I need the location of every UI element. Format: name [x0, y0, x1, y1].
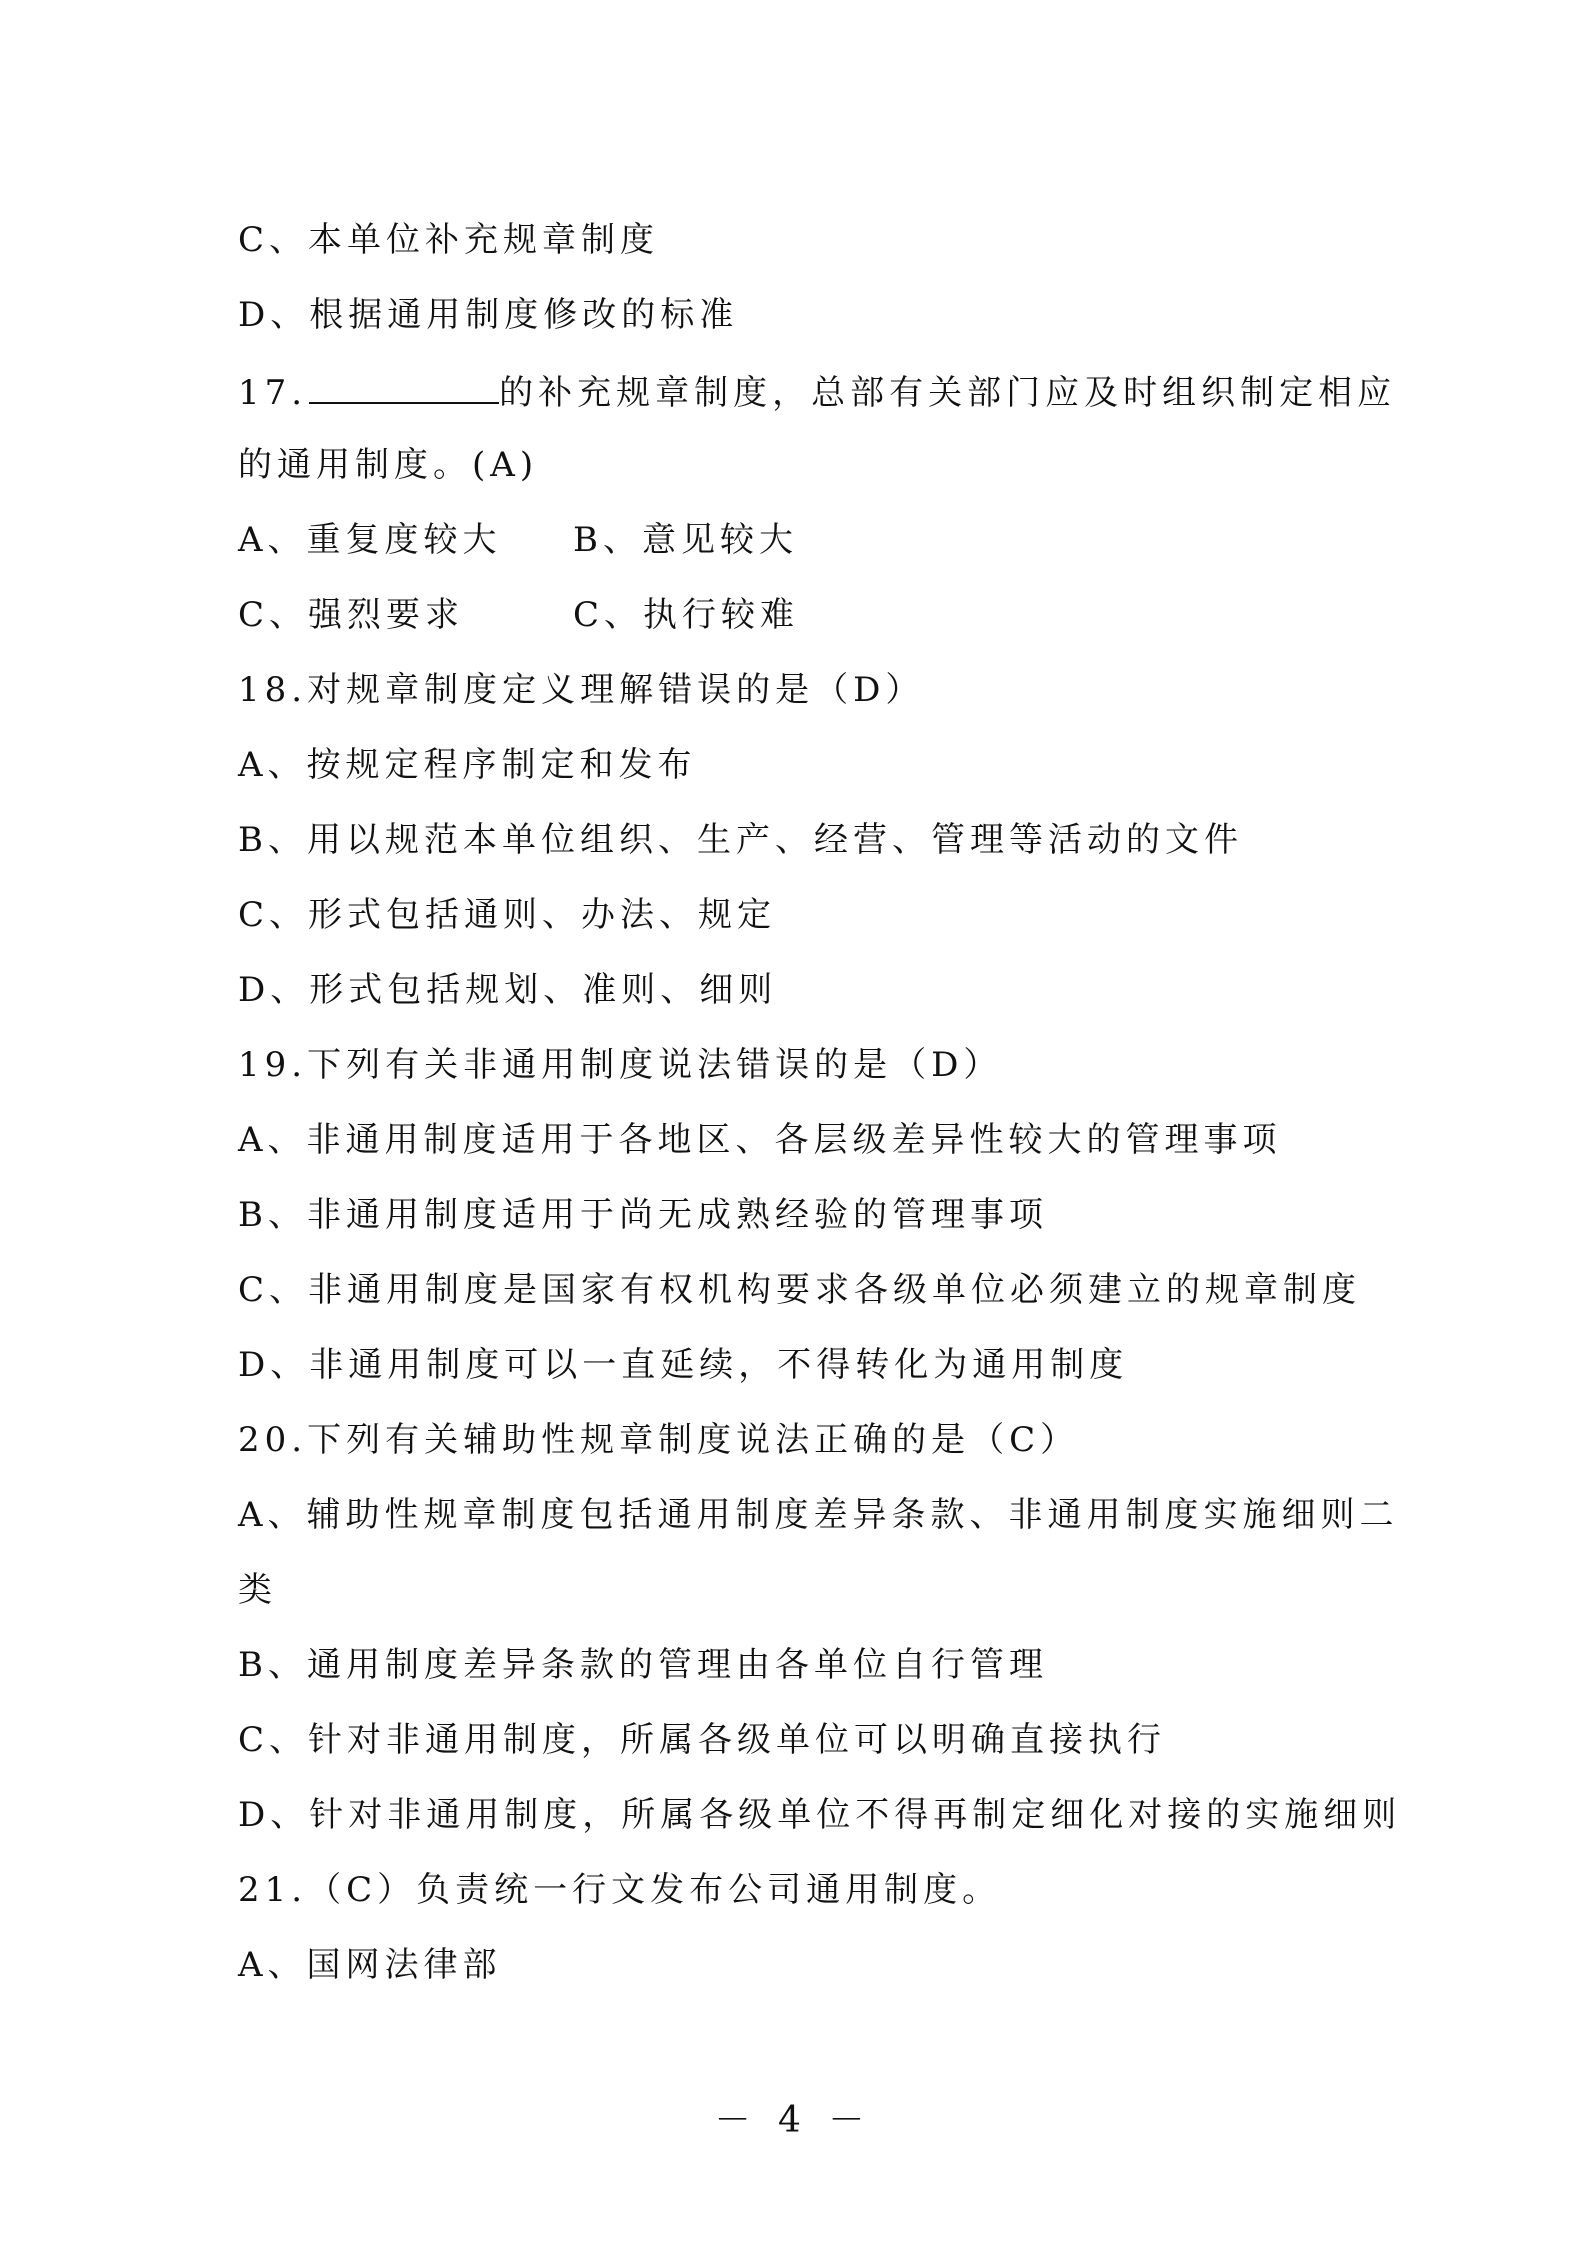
option-c: C、针对非通用制度，所属各级单位可以明确直接执行: [238, 1720, 1167, 1760]
option-d: D、形式包括规划、准则、细则: [238, 970, 778, 1010]
option-a: A、按规定程序制定和发布: [238, 745, 697, 785]
option-pair: [238, 593, 799, 637]
option-c: C、形式包括通则、办法、规定: [238, 895, 777, 935]
fill-blank: [309, 368, 499, 404]
question-text: 的补充规章制度，总部有关部门应及时组织制定相应: [499, 373, 1397, 413]
question-20: 20.下列有关辅助性规章制度说法正确的是（C）: [238, 1420, 1080, 1460]
option-b: B、通用制度差异条款的管理由各单位自行管理: [238, 1645, 1048, 1685]
question-number: 17.: [238, 373, 308, 413]
question-21: 21.（C）负责统一行文发布公司通用制度。: [238, 1870, 1002, 1910]
option-pair: [238, 518, 798, 562]
option-a: A、辅助性规章制度包括通用制度差异条款、非通用制度实施细则二: [238, 1495, 1399, 1535]
question-18: 18.对规章制度定义理解错误的是（D）: [238, 670, 925, 710]
option-d: D、非通用制度可以一直延续，不得转化为通用制度: [238, 1345, 1129, 1385]
option-a-cont: 类: [238, 1570, 277, 1610]
option-a: A、国网法律部: [238, 1945, 502, 1985]
option-line: C、本单位补充规章制度: [238, 220, 660, 260]
option-b: B、意见较大: [573, 520, 798, 560]
option-b: B、用以规范本单位组织、生产、经营、管理等活动的文件: [238, 820, 1243, 860]
question-17: [238, 368, 1396, 415]
option-a: A、重复度较大: [238, 520, 502, 560]
option-a: A、非通用制度适用于各地区、各层级差异性较大的管理事项: [238, 1120, 1282, 1160]
page-number: － 4 －: [714, 2100, 873, 2141]
option-c: C、强烈要求: [238, 595, 465, 635]
option-c: C、非通用制度是国家有权机构要求各级单位必须建立的规章制度: [238, 1270, 1362, 1310]
option-c-second: C、执行较难: [573, 595, 800, 635]
option-line: D、根据通用制度修改的标准: [238, 295, 739, 335]
option-b: B、非通用制度适用于尚无成熟经验的管理事项: [238, 1195, 1048, 1235]
question-19: 19.下列有关非通用制度说法错误的是（D）: [238, 1045, 1003, 1085]
question-text-cont: 的通用制度。(A): [238, 445, 539, 485]
option-d: D、针对非通用制度，所属各级单位不得再制定细化对接的实施细则: [238, 1795, 1402, 1835]
